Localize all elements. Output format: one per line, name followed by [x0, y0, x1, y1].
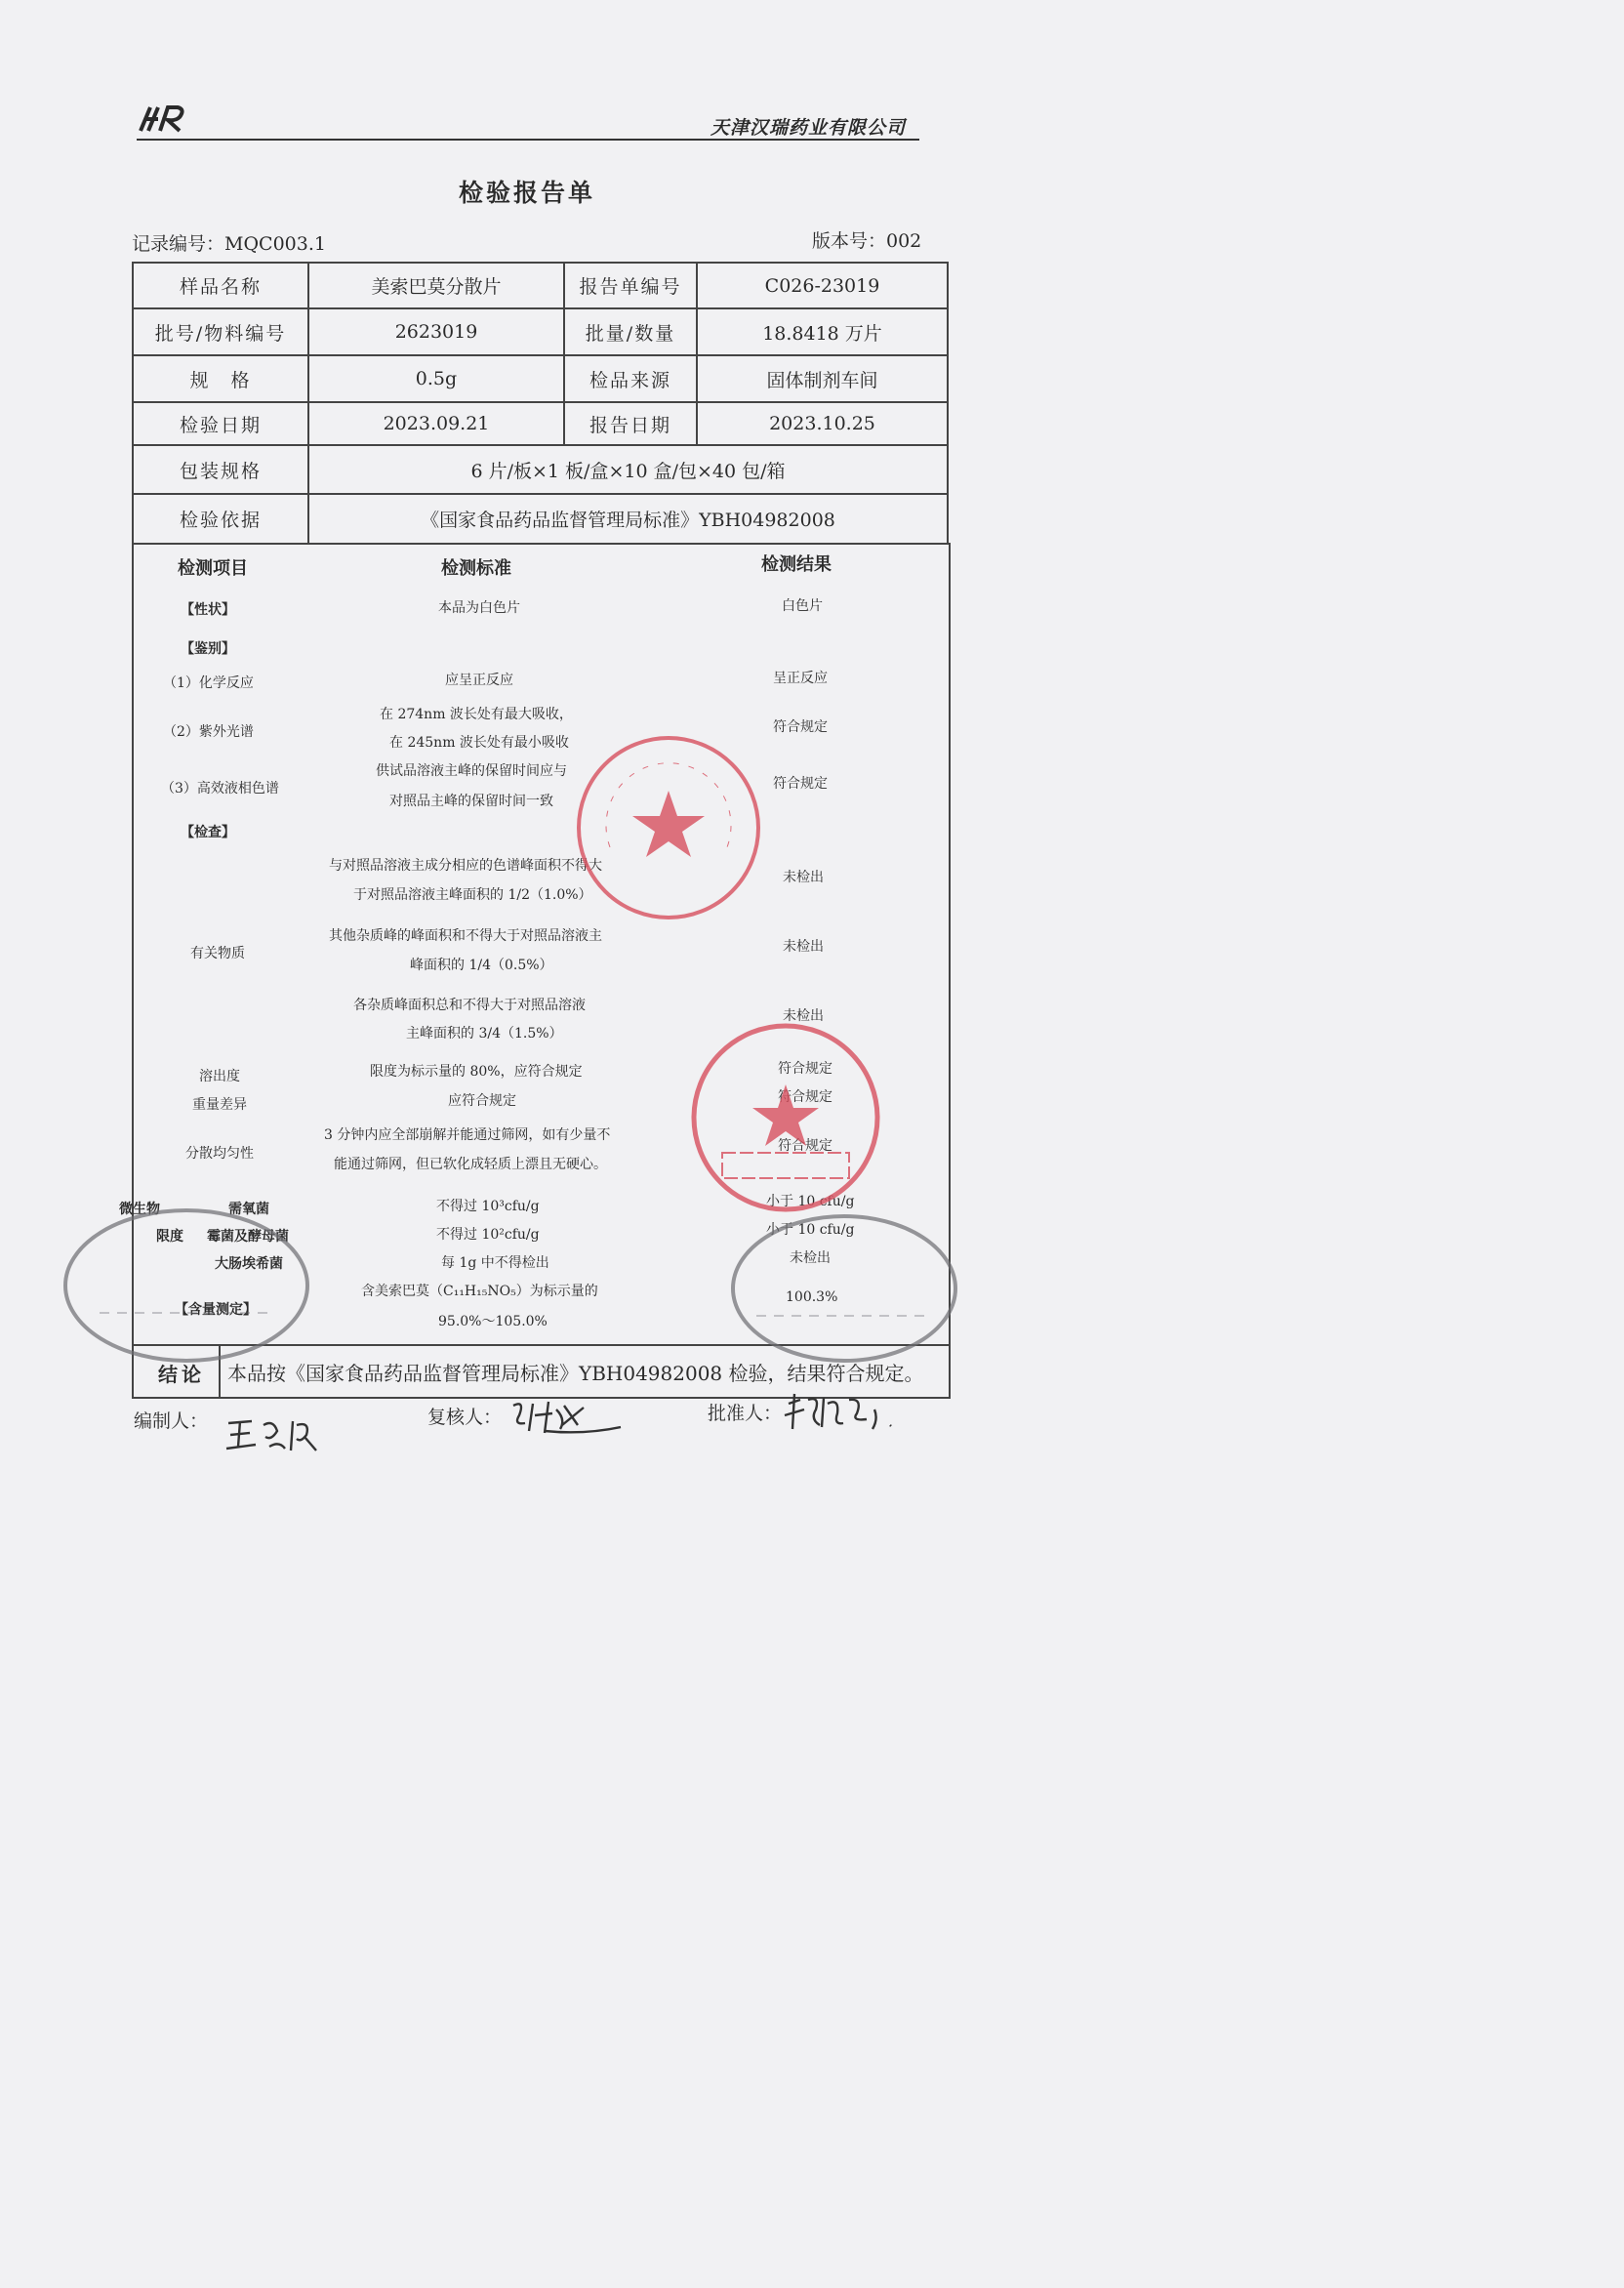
- dispersion-standard-2: 能通过筛网，但已软化成轻质上漂且无硬心。: [334, 1157, 607, 1172]
- basis-value: 《国家食品药品监督管理局标准》YBH04982008: [308, 494, 948, 544]
- appearance-item: 【性状】: [181, 602, 235, 618]
- weight-variation-item: 重量差异: [192, 1097, 247, 1113]
- ecoli-standard: 每 1g 中不得检出: [441, 1255, 549, 1271]
- chem-standard: 应呈正反应: [445, 673, 513, 688]
- report-date-label: 报告日期: [564, 402, 697, 445]
- dispersion-result: 符合规定: [778, 1138, 832, 1154]
- packing-value: 6 片/板×1 板/盒×10 盒/包×40 包/箱: [308, 445, 948, 494]
- uv-result: 符合规定: [773, 719, 828, 735]
- dispersion-standard-1: 3 分钟内应全部崩解并能通过筛网，如有少量不: [324, 1127, 611, 1143]
- identification-heading: 【鉴别】: [181, 641, 235, 657]
- info-table: [132, 262, 949, 545]
- source-label: 检品来源: [564, 355, 697, 402]
- company-name: 天津汉瑞药业有限公司: [710, 117, 907, 139]
- batch-label: 批号/物料编号: [133, 308, 308, 355]
- rel2-standard-2: 峰面积的 1/4（0.5%）: [410, 958, 553, 973]
- microbial-item-2: 限度: [156, 1229, 183, 1245]
- rel3-standard-1: 各杂质峰面积总和不得大于对照品溶液: [353, 998, 586, 1013]
- record-number: 记录编号：MQC003.1: [132, 233, 326, 255]
- prepared-by-label: 编制人：: [134, 1410, 209, 1432]
- mold-yeast-item: 霉菌及酵母菌: [207, 1229, 289, 1245]
- mold-yeast-standard: 不得过 10²cfu/g: [436, 1227, 540, 1243]
- inspection-report-page: [0, 0, 1078, 1527]
- col-standard-header: 检测标准: [441, 558, 511, 579]
- rel1-standard-2: 于对照品溶液主峰面积的 1/2（1.0%）: [353, 887, 592, 903]
- version-number: 版本号：002: [812, 230, 922, 252]
- uv-standard-2: 在 245nm 波长处有最小吸收: [389, 735, 569, 751]
- aerobic-result: 小于 10 cfu/g: [766, 1194, 855, 1209]
- rel2-result: 未检出: [783, 939, 824, 955]
- dispersion-item: 分散均匀性: [185, 1146, 254, 1162]
- red-round-stamp-1: [571, 730, 766, 925]
- quantity-label: 批量/数量: [564, 308, 697, 355]
- rel1-result: 未检出: [783, 870, 824, 885]
- rel2-standard-1: 其他杂质峰的峰面积和不得大于对照品溶液主: [329, 928, 602, 944]
- report-title: 检验报告单: [458, 179, 595, 207]
- header-rule: [137, 139, 919, 141]
- hplc-standard-2: 对照品主峰的保留时间一致: [389, 794, 553, 809]
- ecoli-item: 大肠埃希菌: [215, 1256, 283, 1272]
- dissolution-item: 溶出度: [199, 1069, 240, 1084]
- appearance-result: 白色片: [782, 598, 823, 614]
- test-date-label: 检验日期: [133, 402, 308, 445]
- uv-item: （2）紫外光谱: [163, 724, 254, 740]
- approved-by-label: 批准人：: [708, 1403, 783, 1424]
- gray-oval-stamp-left: [61, 1205, 312, 1367]
- reviewed-by-label: 复核人：: [427, 1407, 503, 1428]
- aerobic-item: 需氧菌: [228, 1202, 269, 1217]
- rel3-standard-2: 主峰面积的 3/4（1.5%）: [406, 1026, 563, 1042]
- assay-standard-2: 95.0%～105.0%: [438, 1314, 548, 1329]
- assay-standard-1: 含美索巴莫（C₁₁H₁₅NO₅）为标示量的: [361, 1284, 598, 1299]
- spec-label: 规 格: [133, 355, 308, 402]
- microbial-item-1: 微生物: [119, 1202, 160, 1217]
- col-result-header: 检测结果: [761, 554, 832, 575]
- rel3-result: 未检出: [783, 1008, 824, 1024]
- hplc-result: 符合规定: [773, 776, 828, 792]
- ecoli-result: 未检出: [790, 1250, 831, 1266]
- inspection-heading: 【检查】: [181, 825, 235, 840]
- batch-value: 2623019: [308, 308, 564, 355]
- conclusion-label: 结论: [158, 1363, 205, 1386]
- col-item-header: 检测项目: [178, 558, 248, 579]
- dissolution-standard: 限度为标示量的 80%，应符合规定: [370, 1064, 583, 1080]
- chem-item: （1）化学反应: [163, 675, 254, 691]
- company-logo: [137, 103, 187, 135]
- red-round-stamp-2: [688, 1020, 883, 1215]
- sample-name-label: 样品名称: [133, 263, 308, 308]
- spec-value: 0.5g: [308, 355, 564, 402]
- reviewed-by-signature: [506, 1396, 623, 1439]
- rel1-standard-1: 与对照品溶液主成分相应的色谱峰面积不得大: [329, 858, 602, 874]
- basis-label: 检验依据: [133, 494, 308, 544]
- approved-by-signature: [781, 1390, 898, 1435]
- conclusion-text: 本品按《国家食品药品监督管理局标准》YBH04982008 检验，结果符合规定。: [227, 1362, 924, 1385]
- uv-standard-1: 在 274nm 波长处有最大吸收，: [380, 707, 573, 722]
- dissolution-result: 符合规定: [778, 1061, 832, 1077]
- assay-item: 【含量测定】: [175, 1302, 257, 1318]
- report-no-label: 报告单编号: [564, 263, 697, 308]
- mold-yeast-result: 小于 10 cfu/g: [766, 1222, 855, 1238]
- chem-result: 呈正反应: [773, 671, 828, 686]
- test-date-value: 2023.09.21: [308, 402, 564, 445]
- related-substances-item: 有关物质: [190, 946, 245, 961]
- sample-name-value: 美索巴莫分散片: [308, 263, 564, 308]
- hplc-standard-1: 供试品溶液主峰的保留时间应与: [376, 763, 567, 779]
- appearance-standard: 本品为白色片: [438, 600, 520, 616]
- weight-variation-result: 符合规定: [778, 1089, 832, 1105]
- weight-variation-standard: 应符合规定: [448, 1093, 516, 1109]
- quantity-value: 18.8418 万片: [697, 308, 948, 355]
- assay-result: 100.3%: [786, 1289, 838, 1305]
- aerobic-standard: 不得过 10³cfu/g: [436, 1199, 540, 1214]
- source-value: 固体制剂车间: [697, 355, 948, 402]
- prepared-by-signature: [223, 1411, 330, 1456]
- report-no-value: C026-23019: [697, 263, 948, 308]
- report-date-value: 2023.10.25: [697, 402, 948, 445]
- packing-label: 包装规格: [133, 445, 308, 494]
- gray-oval-stamp-right: [727, 1210, 961, 1367]
- hplc-item: （3）高效液相色谱: [161, 781, 279, 797]
